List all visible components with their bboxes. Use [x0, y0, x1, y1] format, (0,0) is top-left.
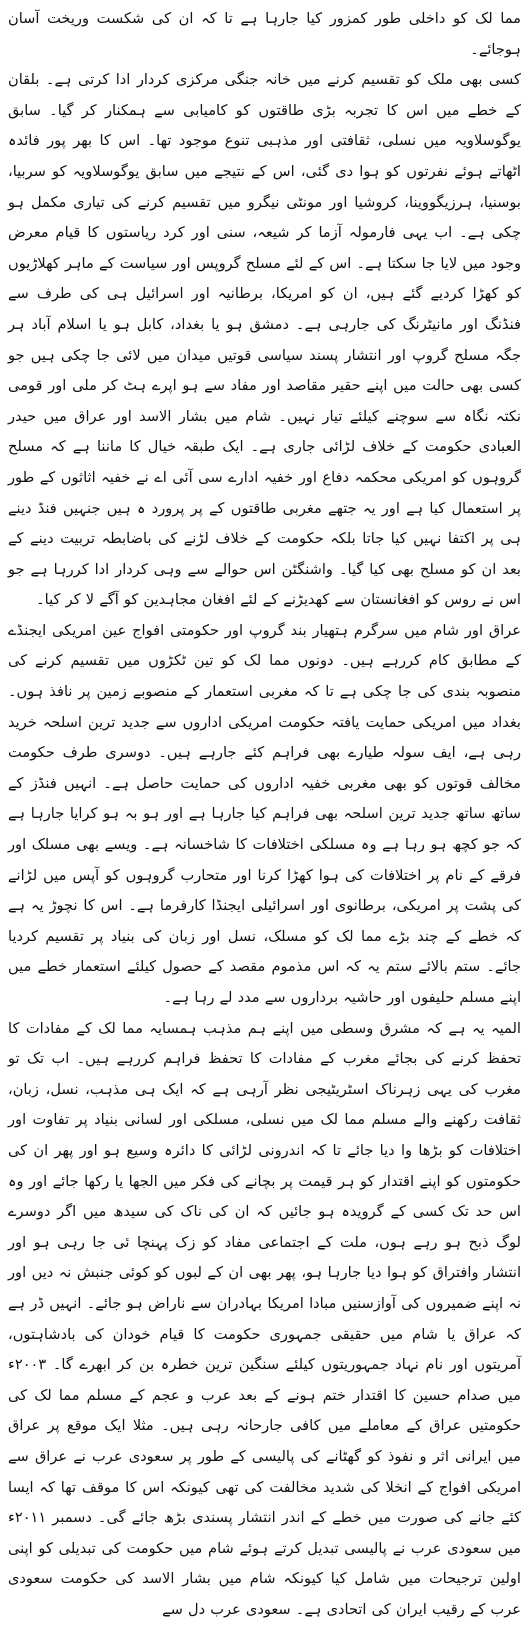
article-paragraph-4: المیہ یہ ہے کہ مشرق وسطی میں اپنے ہم مذہب ہمسایہ مما لک کے مفادات کا تحفظ کرنے کی بجائے مغرب کے مفادات کا تحفظ فراہم کررہے ہیں۔ اب تک تو مغرب کی یہی زہرناک اسٹریٹیجی نظر آرہی ہے کہ ایک ہی مذہب، نسل، زبان، ثقافت رکھنے والے مسلم مما لک میں نسلی، مسلکی اور لسانی بنیاد پر تفاوت اور اختلافات کو بڑھا وا دیا جائے تا کہ اندرونی لڑائی کا دائرہ وسیع ہو اور پھر ان کی حکومتوں کو اپنے اقتدار کو ہر قیمت پر بچانے کی فکر میں الجھا یا رکھا جائے اور وہ اس حد تک کسی کے گرویدہ ہو جائیں کہ ان کی ناک کی سیدھ میں اگر دوسرے لوگ ذبح ہو رہے ہوں، ملت کے اجتماعی مفاد کو زک پہنچا ئی جا رہی ہو اور انتشار وافتراق کو ہوا دیا جارہا ہو، پھر بھی ان کے لبوں کو کوئی جنبش نہ دیں اور نہ اپنے ضمیروں کی آوازسنیں مبادا امریکا بہادران سے ناراض ہو جائے۔ انہیں ڈر ہے کہ عراق یا شام میں حقیقی جمہوری حکومت کا قیام خودان کی بادشاہتوں، آمریتوں اور نام نہاد جمہوریتوں کیلئے سنگین ترین خطرہ بن کر ابھرے گا۔ ۲۰۰۳ء میں صدام حسین کا اقتدار ختم ہونے کے بعد عرب و عجم کے مسلم مما لک کی حکومتیں عراق کے معاملے میں کافی جارحانہ رہی ہیں۔ مثلا ایک موقع پر عراق میں ایرانی اثر و نفوذ کو گھٹانے کی پالیسی کے طور پر سعودی عرب نے عراق سے امریکی افواج کے انخلا کی شدید مخالفت کی تھی کیونکہ اس کا موقف تھا کہ ایسا کئے جانے کی صورت میں خطے کے اندر انتشار پسندی بڑھ جائے گی۔ دسمبر ۲۰۱۱ء میں سعودی عرب نے پالیسی تبدیل کرتے ہوئے شام میں حکومت کی تبدیلی کو اپنی اولین ترجیحات میں شامل کیا کیونکہ شام میں بشار الاسد کی حکومت سعودی عرب کے رقیب ایران کی اتحادی ہے۔ سعودی عرب دل سے — [8, 1019, 521, 1618]
article-paragraph-2: کسی بھی ملک کو تقسیم کرنے میں خانہ جنگی مرکزی کردار ادا کرتی ہے۔ بلقان کے خطے میں اس کا تجربہ بڑی طاقتوں کو کامیابی سے ہمکنار کر گیا۔ سابق یوگوسلاویہ میں نسلی، ثقافتی اور مذہبی تنوع موجود تھا۔ اس کا بھر پور فائدہ اٹھاتے ہوئے نفرتوں کو ہوا دی گئی، اس کے نتیجے میں سابق یوگوسلاویہ کو سربیا، بوسنیا، ہرزیگووینا، کروشیا اور مونٹی نیگرو میں تقسیم کرنے کی تیاری مکمل ہو چکی ہے۔ اب یہی فارمولہ آزما کر شیعہ، سنی اور کرد ریاستوں کا قیام معرض وجود میں لایا جا سکتا ہے۔ اس کے لئے مسلح گروپس اور سیاست کے ماہر کھلاڑیوں کو کھڑا کردیے گئے ہیں، ان کو امریکا، برطانیہ اور اسرائیل ہی کی طرف سے فنڈنگ اور مانیٹرنگ کی جارہی ہے۔ دمشق ہو یا بغداد، کابل ہو یا اسلام آباد ہر جگہ مسلح گروپ اور انتشار پسند سیاسی قوتیں میدان میں لائی جا چکی ہیں جو کسی بھی حالت میں اپنے حقیر مقاصد اور مفاد سے ہو اپرے ہٹ کر ملی اور قومی نکتہ نگاہ سے سوچنے کیلئے تیار نہیں۔ شام میں بشار الاسد اور عراق میں حیدر العبادی حکومت کے خلاف لڑائی جاری ہے۔ ایک طبقہ خیال کا ماننا ہے کہ مسلح گروہوں کو امریکی محکمہ دفاع اور خفیہ ادارے سی آئی اے نے خفیہ اثاثوں کے طور پر استعمال کیا ہے اور یہ جتھے مغربی طاقتوں کے پر پرورد ہ ہیں جنہیں فنڈ دینے ہی پر اکتفا نہیں کیا جاتا بلکہ حکومت کے خلاف لڑنے کی باضابطہ تربیت دینے کے بعد ان کو مسلح بھی کیا گیا۔ واشنگٹن اس حوالے سے وہی کردار ادا کررہا ہے جو اس نے روس کو افغانستان سے کھدیڑنے کے لئے افغان مجاہدین کو آگے لا کر کیا۔ — [8, 71, 521, 609]
article-paragraph-1: مما لک کو داخلی طور کمزور کیا جارہا ہے تا کہ ان کی شکست وریخت آسان ہوجائے۔ — [8, 10, 521, 58]
article-paragraph-3: عراق اور شام میں سرگرم ہتھیار بند گروپ اور حکومتی افواج عین امریکی ایجنڈے کے مطابق کام کررہے ہیں۔ دونوں مما لک کو تین ٹکڑوں میں تقسیم کرنے کی منصوبہ بندی کی جا چکی ہے تا کہ مغربی استعمار کے منصوبے زمین پر نافذ ہوں۔ بغداد میں امریکی حمایت یافتہ حکومت امریکی اداروں سے جدید ترین اسلحہ خرید رہی ہے، ایف سولہ طیارے بھی فراہم کئے جارہے ہیں۔ دوسری طرف حکومت مخالف قوتوں کو بھی مغربی خفیہ اداروں کی حمایت حاصل ہے۔ انہیں فنڈز کے ساتھ ساتھ جدید ترین اسلحہ بھی فراہم کیا جارہا ہے اور ہو بہ ہو کرایا جارہا ہے کہ جو کچھ ہو رہا ہے وہ مسلکی اختلافات کا شاخسانہ ہے۔ ویسے بھی مسلک اور فرقے کے نام پر اختلافات کی ہوا کھڑا کرنا اور متحارب گروہوں کو آپس میں لڑانے کی پشت پر امریکی، برطانوی اور اسرائیلی ایجنڈا کارفرما ہے۔ اس کا نچوڑ یہ ہے کہ خطے کے چند بڑے مما لک کو مسلک، نسل اور زبان کی بنیاد پر تقسیم کردیا جائے۔ ستم بالائے ستم یہ کہ اس مذموم مقصد کے حصول کیلئے استعمار خطے میں اپنے مسلم حلیفوں اور حاشیہ برداروں سے مدد لے رہا ہے۔ — [8, 621, 521, 1006]
